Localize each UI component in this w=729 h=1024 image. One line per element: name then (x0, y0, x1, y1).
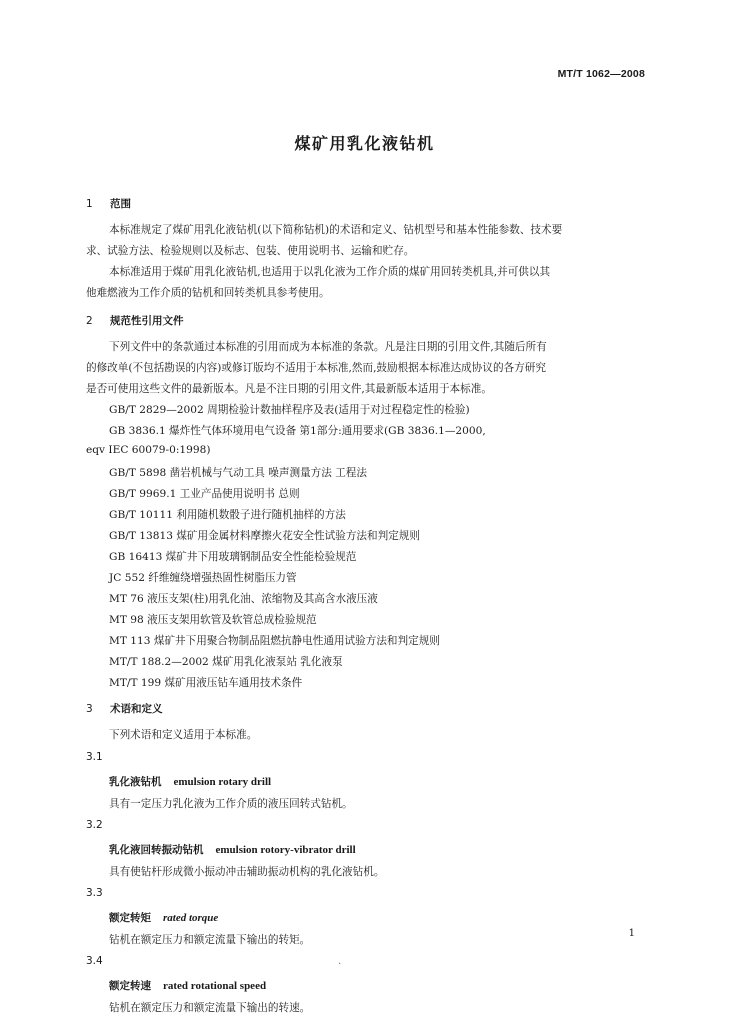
paragraph-line: 的修改单(不包括勘误的内容)或修订版均不适用于本标准,然而,鼓励根据本标准达成协议的各方研究 (86, 362, 546, 374)
term-en: emulsion rotary drill (173, 776, 272, 788)
term-definition: 具有使钻杆形成微小振动冲击辅助振动机构的乳化液钻机。 (109, 866, 385, 878)
term-en: emulsion rotory-vibrator drill (215, 844, 356, 856)
section-title: 范围 (110, 198, 131, 210)
paragraph-line: 下列术语和定义适用于本标准。 (109, 729, 258, 741)
reference-item: MT 113 煤矿井下用聚合物制品阻燃抗静电性通用试验方法和判定规则 (109, 635, 440, 647)
section-number: 2 (86, 315, 93, 327)
reference-item: JC 552 纤维缠绕增强热固性树脂压力管 (109, 572, 297, 584)
reference-item: GB 16413 煤矿井下用玻璃钢制品安全性能检验规范 (109, 551, 357, 563)
term-cn: 乳化液钻机 (109, 776, 162, 788)
section-title: 术语和定义 (110, 703, 163, 715)
term-cn: 额定转矩 (109, 912, 151, 924)
paragraph-line: 是否可使用这些文件的最新版本。凡是不注日期的引用文件,其最新版本适用于本标准。 (86, 383, 492, 395)
section-number: 3 (86, 703, 93, 715)
section-2-heading (86, 313, 184, 328)
term-en: rated rotational speed (163, 980, 267, 992)
term-en: rated torque (163, 912, 219, 924)
term-number: 3.2 (86, 819, 103, 831)
paragraph-line: 本标准规定了煤矿用乳化液钻机(以下简称钻机)的术语和定义、钻机型号和基本性能参数、技术要 (109, 224, 563, 236)
term-cn: 乳化液回转振动钻机 (109, 844, 204, 856)
term-number: 3.1 (86, 751, 103, 763)
term-definition: 具有一定压力乳化液为工作介质的液压回转式钻机。 (109, 798, 353, 810)
term-heading (109, 910, 218, 925)
term-definition: 钻机在额定压力和额定流量下输出的转速。 (109, 1002, 311, 1014)
term-number: 3.3 (86, 887, 103, 899)
reference-item: GB/T 13813 煤矿用金属材料摩擦火花安全性试验方法和判定规则 (109, 530, 420, 542)
footer-mark: . (338, 956, 342, 967)
section-title: 规范性引用文件 (110, 315, 184, 327)
reference-item: GB/T 9969.1 工业产品使用说明书 总则 (109, 488, 300, 500)
page-number: 1 (628, 928, 635, 939)
reference-item: MT/T 199 煤矿用液压钻车通用技术条件 (109, 677, 303, 689)
reference-item-continued: eqv IEC 60079-0:1998) (86, 444, 211, 456)
section-number: 1 (86, 198, 93, 210)
section-3-heading (86, 701, 163, 716)
paragraph-line: 下列文件中的条款通过本标准的引用而成为本标准的条款。凡是注日期的引用文件,其随后所有 (109, 341, 547, 353)
reference-item: GB/T 10111 利用随机数骰子进行随机抽样的方法 (109, 509, 346, 521)
reference-item: MT 76 液压支架(柱)用乳化油、浓缩物及其高含水液压液 (109, 593, 378, 605)
term-heading (109, 842, 356, 857)
term-definition: 钻机在额定压力和额定流量下输出的转矩。 (109, 934, 311, 946)
reference-item: MT 98 液压支架用软管及软管总成检验规范 (109, 614, 317, 626)
paragraph-line: 他难燃液为工作介质的钻机和回转类机具参考使用。 (86, 287, 330, 299)
reference-item: GB/T 2829—2002 周期检验计数抽样程序及表(适用于对过程稳定性的检验) (109, 404, 470, 416)
term-number: 3.4 (86, 955, 103, 967)
section-1-heading (86, 196, 131, 211)
paragraph-line: 求、试验方法、检验规则以及标志、包装、使用说明书、运输和贮存。 (86, 245, 415, 257)
term-heading (109, 774, 271, 789)
term-heading (109, 978, 266, 993)
reference-item: MT/T 188.2—2002 煤矿用乳化液泵站 乳化液泵 (109, 656, 343, 668)
standard-number: MT/T 1062—2008 (557, 68, 645, 80)
document-title: 煤矿用乳化液钻机 (294, 134, 435, 153)
reference-item: GB/T 5898 凿岩机械与气动工具 噪声测量方法 工程法 (109, 467, 367, 479)
term-cn: 额定转速 (109, 980, 151, 992)
paragraph-line: 本标准适用于煤矿用乳化液钻机,也适用于以乳化液为工作介质的煤矿用回转类机具,并可供以其 (109, 266, 551, 278)
reference-item: GB 3836.1 爆炸性气体环境用电气设备 第1部分:通用要求(GB 3836.1—2000, (109, 425, 486, 437)
